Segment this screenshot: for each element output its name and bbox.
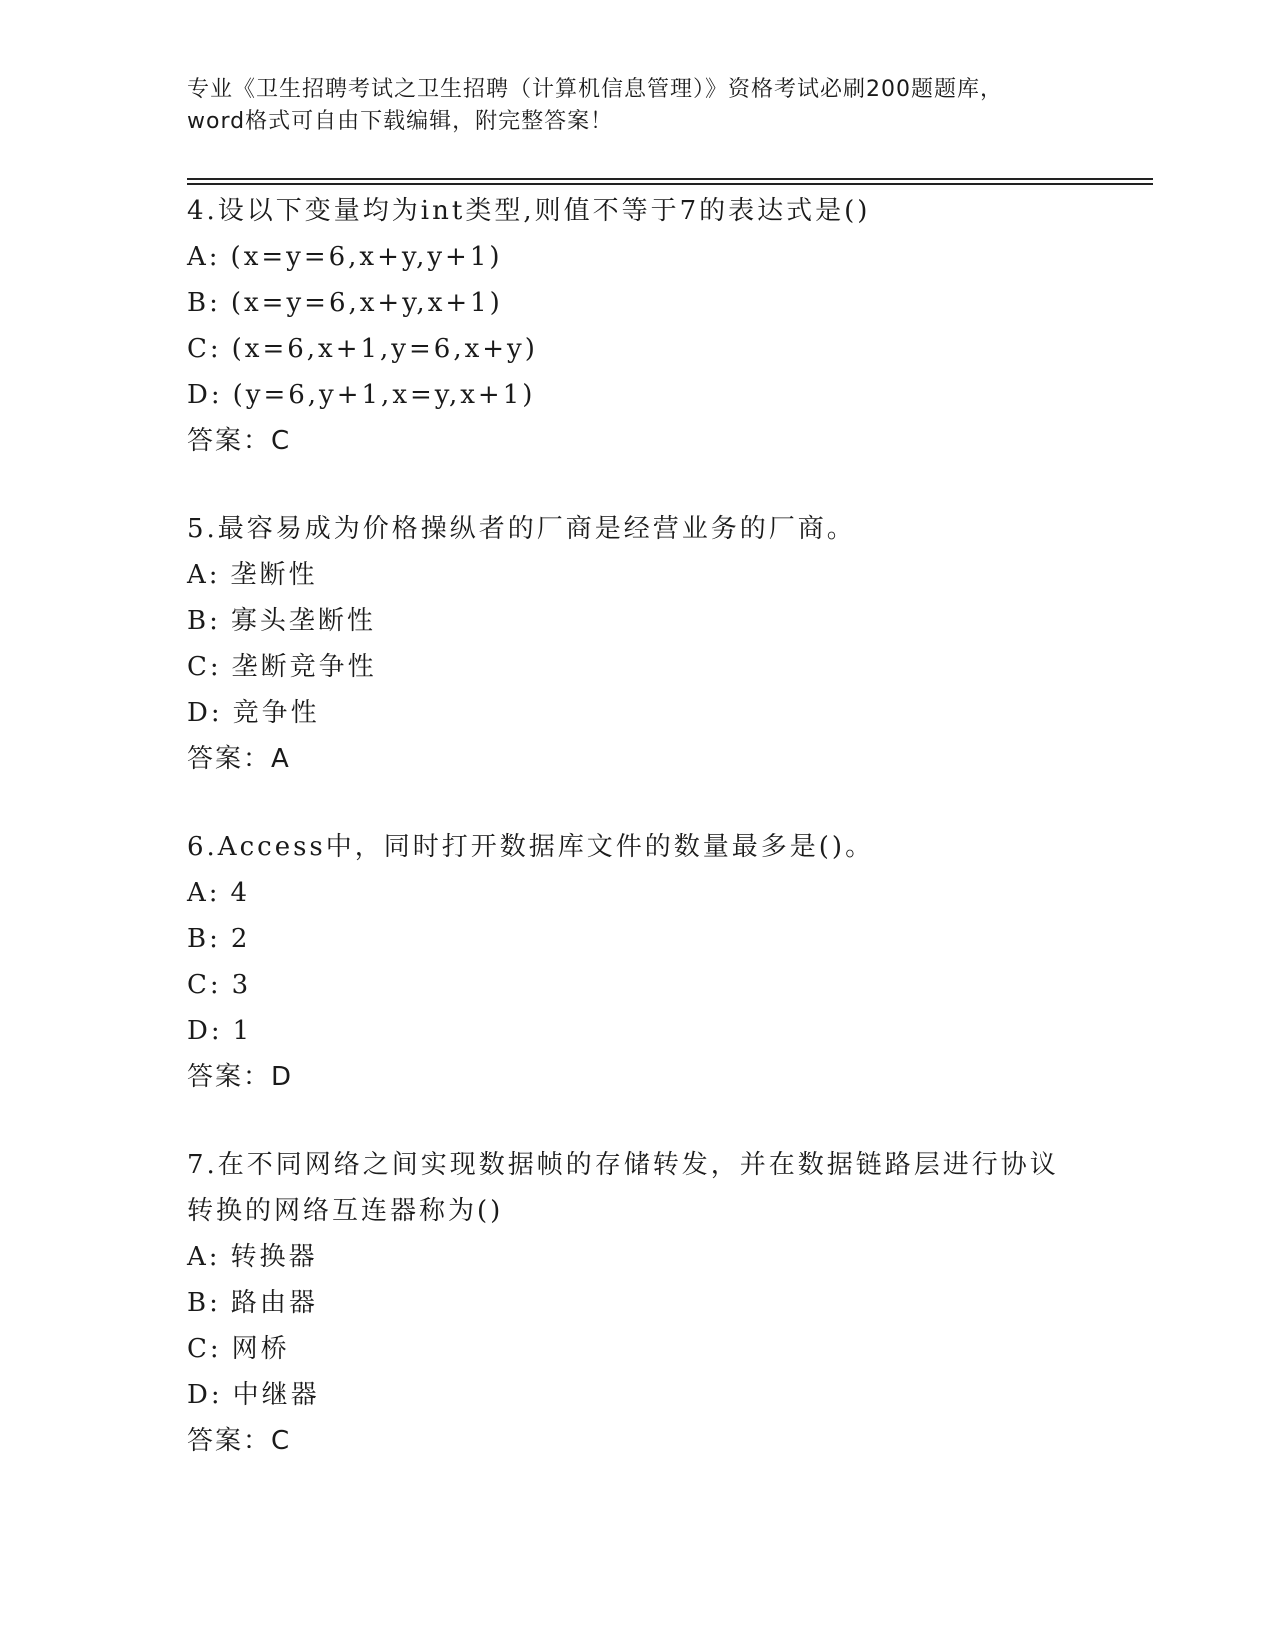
- option-text: 网桥: [231, 1334, 290, 1364]
- option-text: 3: [231, 970, 252, 1000]
- header-line-2: word格式可自由下载编辑，附完整答案！: [187, 109, 614, 134]
- question-item: [187, 824, 1087, 1100]
- header-divider-top: [187, 178, 1153, 180]
- option-b: [187, 598, 1087, 644]
- option-key: B:: [187, 1288, 221, 1318]
- option-a: [187, 1234, 1087, 1280]
- answer-line: 答案：C: [187, 426, 292, 456]
- option-text: (x=y=6,x+y,x+1): [230, 288, 503, 318]
- option-text: 中继器: [232, 1380, 320, 1410]
- option-key: D:: [187, 1380, 223, 1410]
- option-key: A:: [187, 1242, 221, 1272]
- option-key: C:: [187, 334, 222, 364]
- option-key: A:: [187, 878, 221, 908]
- option-a: [187, 870, 1087, 916]
- option-c: [187, 1326, 1087, 1372]
- option-c: [187, 644, 1087, 690]
- option-b: [187, 916, 1087, 962]
- question-stem: 4.设以下变量均为int类型,则值不等于7的表达式是(): [187, 196, 871, 226]
- option-text: (x=6,x+1,y=6,x+y): [231, 334, 538, 364]
- option-text: 垄断性: [230, 560, 318, 590]
- question-list: [187, 188, 1087, 1464]
- option-text: 2: [230, 924, 251, 954]
- option-text: 垄断竞争性: [231, 652, 377, 682]
- option-text: 路由器: [230, 1288, 318, 1318]
- option-d: [187, 372, 1087, 418]
- option-key: B:: [187, 924, 221, 954]
- option-key: D:: [187, 698, 223, 728]
- question-item: [187, 506, 1087, 782]
- option-text: 寡头垄断性: [230, 606, 376, 636]
- header-line-1: 专业《卫生招聘考试之卫生招聘（计算机信息管理）》资格考试必刷200题题库，: [187, 77, 1003, 102]
- header-divider-bottom: [187, 183, 1153, 185]
- option-a: [187, 552, 1087, 598]
- option-key: A:: [187, 560, 221, 590]
- option-key: C:: [187, 652, 222, 682]
- option-text: 竞争性: [232, 698, 320, 728]
- question-stem: 7.在不同网络之间实现数据帧的存储转发，并在数据链路层进行协议转换的网络互连器称为(): [187, 1150, 1059, 1226]
- option-key: C:: [187, 1334, 222, 1364]
- option-d: [187, 1372, 1087, 1418]
- option-text: 4: [230, 878, 251, 908]
- answer-line: 答案：A: [187, 744, 291, 774]
- answer-line: 答案：D: [187, 1062, 294, 1092]
- option-c: [187, 962, 1087, 1008]
- option-key: A:: [187, 242, 221, 272]
- option-c: [187, 326, 1087, 372]
- option-text: (x=y=6,x+y,y+1): [230, 242, 503, 272]
- option-text: 1: [232, 1016, 253, 1046]
- option-key: D:: [187, 380, 223, 410]
- question-stem: 6.Access中，同时打开数据库文件的数量最多是()。: [187, 832, 875, 862]
- option-d: [187, 1008, 1087, 1054]
- option-key: D:: [187, 1016, 223, 1046]
- option-text: 转换器: [230, 1242, 318, 1272]
- option-d: [187, 690, 1087, 736]
- option-key: C:: [187, 970, 222, 1000]
- option-a: [187, 234, 1087, 280]
- answer-line: 答案：C: [187, 1426, 292, 1456]
- question-item: [187, 188, 1087, 464]
- question-item: [187, 1142, 1087, 1464]
- document-header: [187, 74, 1087, 138]
- option-b: [187, 280, 1087, 326]
- option-key: B:: [187, 288, 221, 318]
- option-text: (y=6,y+1,x=y,x+1): [232, 380, 536, 410]
- option-key: B:: [187, 606, 221, 636]
- question-stem: 5.最容易成为价格操纵者的厂商是经营业务的厂商。: [187, 514, 856, 544]
- option-b: [187, 1280, 1087, 1326]
